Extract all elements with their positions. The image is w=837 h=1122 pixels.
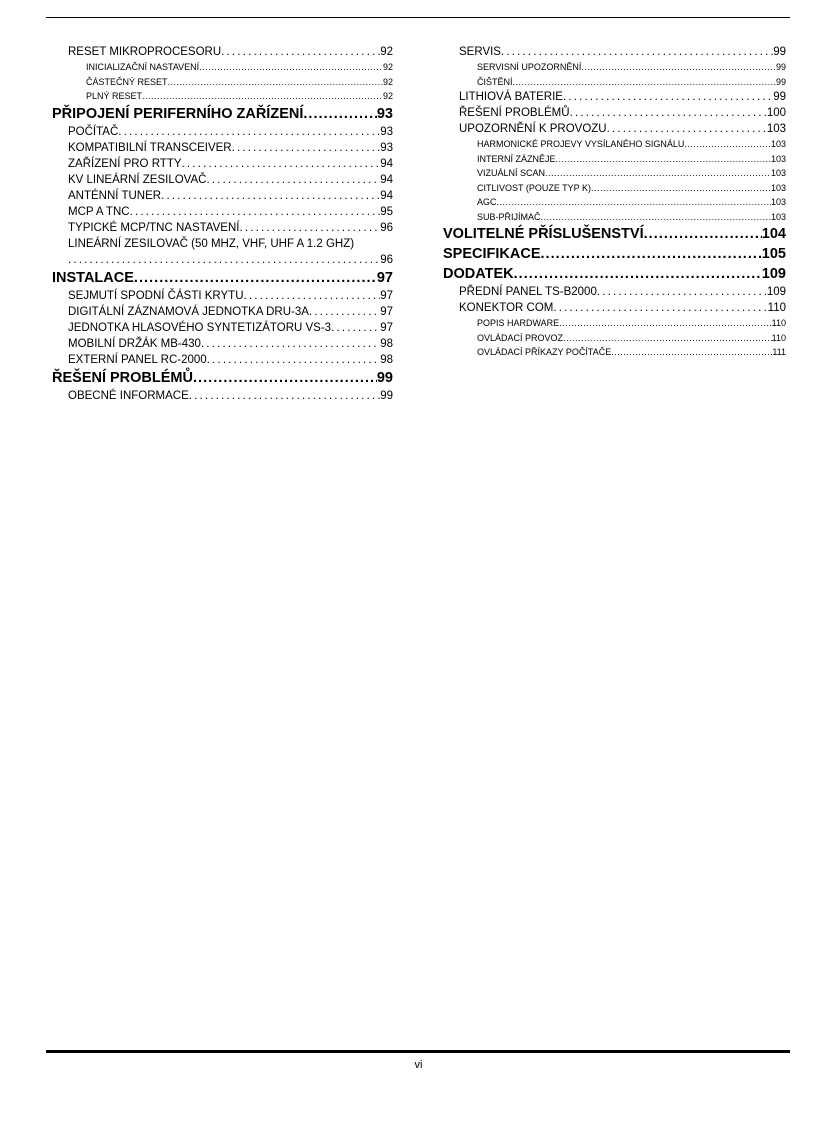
toc-entry-page: 92: [382, 91, 393, 101]
dot-leader: [201, 336, 380, 352]
toc-entry-title: ČÁSTEČNÝ RESET: [86, 76, 168, 87]
toc-entry-popis-hardware[interactable]: [443, 316, 786, 331]
toc-entry-mcp-a-tnc[interactable]: [52, 204, 393, 220]
dot-leader: [118, 124, 380, 140]
toc-entry-title: UPOZORNĚNÍ K PROVOZU: [459, 123, 607, 135]
dot-leader: [331, 320, 380, 336]
toc-entry-inicializacni-nastaveni[interactable]: [52, 60, 393, 75]
toc-entry-volitelne-prislusenstvi[interactable]: [443, 224, 786, 244]
toc-entry-title: PŘIPOJENÍ PERIFERNÍHO ZAŘÍZENÍ: [52, 105, 304, 122]
toc-entry-lithiova-baterie[interactable]: [443, 89, 786, 105]
toc-entry-title: EXTERNÍ PANEL RC-2000: [68, 353, 207, 366]
toc-entry-title: SEJMUTÍ SPODNÍ ČÁSTI KRYTU: [68, 289, 244, 302]
dot-leader: [130, 204, 381, 220]
toc-entry-dodatek[interactable]: [443, 264, 786, 284]
toc-entry-page: 111: [772, 347, 786, 357]
dot-leader: [193, 368, 377, 388]
toc-left-column: [52, 44, 393, 404]
toc-entry-page: 103: [770, 211, 786, 222]
toc-entry-title: AGC: [477, 197, 497, 207]
dot-leader: [513, 75, 776, 90]
toc-entry-page: 94: [380, 173, 393, 186]
toc-entry-title: PŘEDNÍ PANEL TS-B2000: [459, 286, 597, 298]
toc-entry-title: PLNÝ RESET: [86, 91, 143, 101]
dot-leader: [161, 188, 380, 204]
toc-entry-page: 96: [380, 221, 393, 234]
toc-entry-page: 97: [380, 305, 393, 318]
toc-entry-digitalni-zaznamova-jednotka-dru-3a[interactable]: [52, 304, 393, 320]
toc-entry-title: MOBILNÍ DRŽÁK MB-430: [68, 337, 201, 350]
dot-leader: [239, 220, 380, 236]
toc-entry-title: SERVISNÍ UPOZORNĚNÍ: [477, 62, 582, 72]
dot-leader: [563, 331, 772, 346]
toc-entry-konektor-com[interactable]: [443, 300, 786, 316]
dot-leader: [199, 60, 383, 75]
dot-leader: [591, 181, 771, 196]
toc-entry-title: RESET MIKROPROCESORU: [68, 46, 222, 58]
toc-entry-page: 103: [770, 197, 786, 207]
dot-leader: [611, 345, 772, 360]
dot-leader: [68, 252, 380, 268]
toc-entry-zarizeni-pro-rtty[interactable]: [52, 156, 393, 172]
toc-entry-kv-linearni-zesilovac[interactable]: [52, 172, 393, 188]
toc-entry-page: 103: [770, 168, 786, 178]
toc-entry-title: INTERNÍ ZÁZNĚJE: [477, 153, 556, 164]
toc-entry-page: 103: [770, 182, 786, 193]
toc-entry-predni-panel-ts-b2000[interactable]: [443, 284, 786, 300]
toc-entry-reseni-problemu[interactable]: [443, 105, 786, 121]
dot-leader: [309, 304, 380, 320]
toc-entry-title: SPECIFIKACE: [443, 246, 541, 262]
toc-entry-title: ZAŘÍZENÍ PRO RTTY: [68, 157, 182, 170]
toc-entry-title: HARMONICKÉ PROJEVY VYSÍLANÉHO SIGNÁLU: [477, 139, 685, 149]
toc-entry-page: 99: [775, 62, 786, 72]
toc-entry-ovladaci-provoz[interactable]: [443, 331, 786, 346]
toc-entry-page: 92: [382, 76, 393, 87]
page-number: vi: [414, 1059, 423, 1071]
toc-entry-page: 103: [770, 139, 786, 149]
toc-entry-typicke-mcp-tnc-nastaveni[interactable]: [52, 220, 393, 236]
toc-entry-title: OVLÁDACÍ PŘÍKAZY POČÍTAČE: [477, 347, 612, 357]
top-rule: [46, 17, 790, 18]
toc-entry-title: VIZUÁLNÍ SCAN: [477, 168, 546, 178]
dot-leader: [514, 264, 762, 284]
toc-entry-page: 100: [766, 107, 786, 119]
toc-entry-page: 98: [380, 353, 393, 366]
toc-entry-jednotka-hlasoveho-syntetizatoru-vs-3[interactable]: [52, 320, 393, 336]
toc-entry-linearni-zesilovac-50-mhz-vhf-uhf-a-1-2-ghz[interactable]: [52, 236, 393, 268]
dot-leader: [541, 244, 762, 264]
toc-entry-title: LITHIOVÁ BATERIE: [459, 91, 563, 103]
bottom-rule: [46, 1050, 790, 1053]
toc-entry-title: ŘEŠENÍ PROBLÉMŮ: [52, 369, 193, 386]
toc-entry-vizualni-scan[interactable]: [443, 166, 786, 181]
toc-entry-title: ANTÉNNÍ TUNER: [68, 189, 162, 202]
toc-entry-ovladaci-prikazy-pocitace[interactable]: [443, 345, 786, 360]
toc-entry-title: LINEÁRNÍ ZESILOVAČ (50 MHZ, VHF, UHF A 1.2 GHZ): [68, 237, 355, 250]
toc-entry-title: DODATEK: [443, 266, 514, 282]
toc-entry-page: 93: [380, 141, 393, 154]
toc-entry-page: 92: [380, 46, 393, 58]
toc-entry-title: POPIS HARDWARE: [477, 318, 560, 328]
dot-leader: [182, 156, 381, 172]
toc-entry-page: 96: [380, 253, 393, 266]
dot-leader: [207, 352, 381, 368]
toc-entry-title: MCP A TNC: [68, 205, 130, 218]
toc-entry-page: 103: [770, 153, 786, 164]
toc-entry-page: 99: [773, 91, 786, 103]
toc-entry-title: INICIALIZAČNÍ NASTAVENÍ: [86, 62, 200, 72]
dot-leader: [501, 44, 773, 60]
dot-leader: [563, 89, 773, 105]
dot-leader: [232, 140, 381, 156]
toc-entry-title: SUB-PŘIJÍMAČ: [477, 211, 541, 222]
toc-entry-title: JEDNOTKA HLASOVÉHO SYNTETIZÁTORU VS-3: [68, 321, 332, 334]
toc-entry-title: TYPICKÉ MCP/TNC NASTAVENÍ: [68, 221, 240, 234]
toc-entry-page: 99: [376, 369, 393, 386]
toc-entry-title: KONEKTOR COM: [459, 302, 554, 314]
toc-entry-mobilni-drzak-mb-430[interactable]: [52, 336, 393, 352]
toc-entry-sub-prijimac[interactable]: [443, 210, 786, 225]
toc-entry-page: 110: [767, 302, 786, 314]
toc-entry-obecne-informace[interactable]: [52, 388, 393, 404]
dot-leader: [189, 388, 380, 404]
toc-entry-title: ŘEŠENÍ PROBLÉMŮ: [459, 107, 570, 119]
toc-entry-title: KOMPATIBILNÍ TRANSCEIVER: [68, 141, 232, 154]
toc-entry-reseni-problemu[interactable]: [52, 368, 393, 388]
toc-entry-title: ČIŠTĚNÍ: [477, 76, 513, 87]
dot-leader: [134, 268, 377, 288]
toc-entry-title: DIGITÁLNÍ ZÁZNAMOVÁ JEDNOTKA DRU-3A: [68, 305, 309, 318]
toc-entry-page: 93: [376, 105, 393, 122]
toc-entry-title: POČÍTAČ: [68, 125, 119, 138]
dot-leader: [559, 316, 771, 331]
dot-leader: [497, 195, 771, 210]
toc-entry-pocitac[interactable]: [52, 124, 393, 140]
toc-entry-kompatibilni-transceiver[interactable]: [52, 140, 393, 156]
dot-leader: [168, 75, 383, 90]
toc-entry-page: 93: [380, 125, 393, 138]
toc-entry-page: 95: [380, 205, 393, 218]
toc-entry-title: CITLIVOST (POUZE TYP K): [477, 182, 592, 193]
dot-leader: [244, 288, 381, 304]
toc-right-column: [443, 44, 786, 360]
toc-entry-title: SERVIS: [459, 46, 501, 58]
toc-entry-page: 97: [376, 269, 393, 286]
toc-entry-harmonicke-projevy-vysilaneho-signalu[interactable]: [443, 137, 786, 152]
dot-leader: [541, 210, 771, 225]
toc-entry-cisteni[interactable]: [443, 75, 786, 90]
dot-leader: [553, 300, 767, 316]
dot-leader: [597, 284, 767, 300]
dot-leader: [644, 224, 762, 244]
toc-entry-servis[interactable]: [443, 44, 786, 60]
dot-leader: [581, 60, 776, 75]
toc-entry-page: 98: [380, 337, 393, 350]
toc-entry-page: 99: [775, 76, 786, 87]
dot-leader: [556, 152, 771, 167]
toc-entry-page: 99: [380, 389, 393, 402]
toc-entry-page: 109: [761, 266, 786, 282]
dot-leader: [142, 89, 383, 104]
toc-entry-sejmuti-spodni-casti-krytu[interactable]: [52, 288, 393, 304]
toc-entry-externi-panel-rc-2000[interactable]: [52, 352, 393, 368]
toc-entry-specifikace[interactable]: [443, 244, 786, 264]
toc-entry-title: VOLITELNÉ PŘÍSLUŠENSTVÍ: [443, 226, 644, 242]
toc-entry-interni-zazneje[interactable]: [443, 152, 786, 167]
toc-entry-instalace[interactable]: [52, 268, 393, 288]
toc-entry-servisni-upozorneni[interactable]: [443, 60, 786, 75]
toc-entry-castecny-reset[interactable]: [52, 75, 393, 90]
toc-entry-title: OVLÁDACÍ PROVOZ: [477, 332, 564, 343]
dot-leader: [607, 121, 767, 137]
toc-entry-antenni-tuner[interactable]: [52, 188, 393, 204]
toc-entry-upozorneni-k-provozu[interactable]: [443, 121, 786, 137]
toc-entry-pripojeni-periferniho-zarizeni[interactable]: [52, 104, 393, 124]
toc-entry-agc[interactable]: [443, 195, 786, 210]
toc-entry-page: 104: [761, 226, 786, 242]
toc-entry-page: 109: [766, 286, 786, 298]
toc-entry-page: 94: [380, 189, 393, 202]
toc-entry-page: 92: [382, 62, 393, 72]
dot-leader: [206, 172, 380, 188]
toc-entry-page: 94: [380, 157, 393, 170]
toc-entry-page: 110: [771, 332, 786, 343]
toc-entry-page: 110: [771, 318, 786, 328]
toc-entry-plny-reset[interactable]: [52, 89, 393, 104]
toc-entry-page: 97: [380, 321, 393, 334]
toc-entry-page: 99: [773, 46, 786, 58]
dot-leader: [303, 104, 376, 124]
dot-leader: [545, 166, 771, 181]
toc-entry-title: INSTALACE: [52, 269, 134, 286]
dot-leader: [221, 44, 380, 60]
toc-entry-page: 97: [380, 289, 393, 302]
toc-entry-citlivost-pouze-typ-k[interactable]: [443, 181, 786, 196]
toc-entry-reset-mikroprocesoru[interactable]: [52, 44, 393, 60]
toc-entry-title: OBECNÉ INFORMACE: [68, 389, 189, 402]
dot-leader: [570, 105, 767, 121]
dot-leader: [684, 137, 771, 152]
toc-entry-page: 103: [766, 123, 786, 135]
toc-entry-title: KV LINEÁRNÍ ZESILOVAČ: [68, 173, 207, 186]
toc-entry-page: 105: [761, 246, 786, 262]
